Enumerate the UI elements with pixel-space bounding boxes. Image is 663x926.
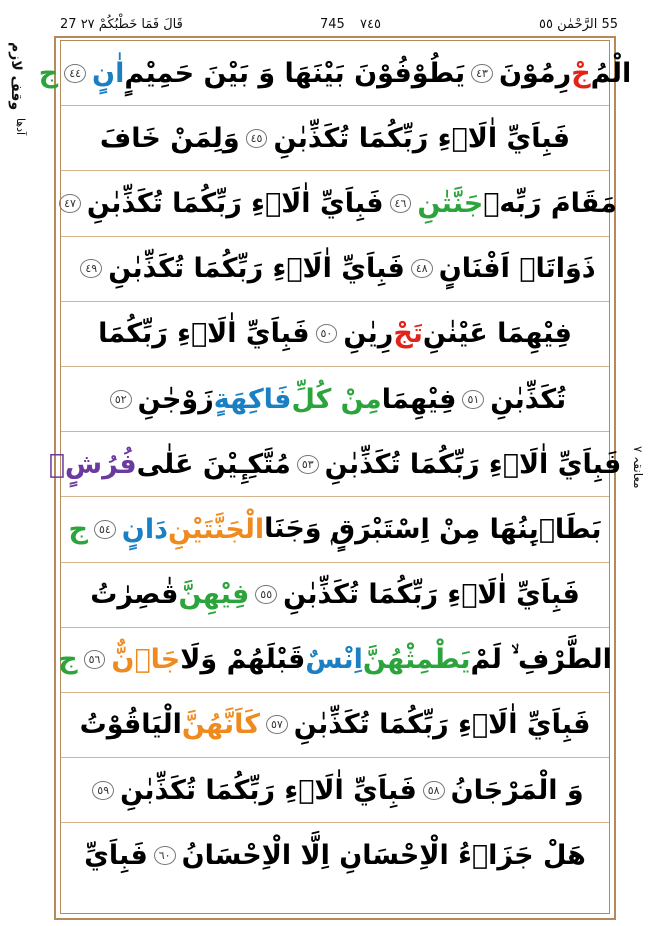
text-line [61,302,609,367]
verse-text: فَبِاَيِّ اٰلَاۤءِ رَبِّكُمَا تُكَذِّبٰنِ [324,448,622,480]
verse-text: تُكَذِّبٰنِ [490,383,567,415]
page-number-urdu: ٧٤٥ [360,17,381,32]
ayah-number-marker: ٤٣ [471,64,493,83]
verse-text: وَلِمَنْ خَافَ [99,122,240,154]
ayah-number-marker: ٤٥ [246,129,268,148]
verse-text: رِيٰنِ [343,318,394,350]
verse-text: قٰصِرٰتُ [90,579,179,611]
ayah-number-marker: ٥٣ [297,455,319,474]
tajweed-segment: جَاۤنٌّ [111,644,181,676]
verse-text: فَبِاَيِّ اٰلَاۤءِ رَبِّكُمَا تُكَذِّبٰنِ [273,122,571,154]
verse-text: فِيْهِمَا عَيْنٰنِ [422,318,572,350]
tajweed-segment: اِنْسٌ [305,644,363,676]
verse-text: مَقَامَ رَبِّهٖ [483,187,617,219]
ayah-number-marker: ٥٥ [255,585,277,604]
tajweed-segment: ج [38,57,59,89]
text-line [61,823,609,888]
text-line [61,106,609,171]
text-line [61,171,617,236]
margin-note-waqf: وقف لازم [8,42,24,111]
verse-text: يَطُوْفُوْنَ بَيْنَهَا وَ بَيْنَ حَمِيْمٍ [124,57,466,89]
page-header [60,14,618,36]
tajweed-segment: تَجْ [393,318,423,350]
margin-note-half: آدھا [14,118,27,136]
verse-text: قَبْلَهُمْ وَلَا [180,644,306,676]
tajweed-segment: كَاَنَّهُنَّ [181,709,260,741]
ayah-number-marker: ٥٤ [94,520,116,539]
verse-text: زَوْجٰنِ [137,383,214,415]
ayah-number-marker: ٤٧ [59,194,81,213]
ayah-number-marker: ٤٤ [64,64,86,83]
ayah-number-marker: ٥٦ [84,650,106,669]
ayah-number-marker: ٥٢ [110,390,132,409]
tajweed-segment: مِنْ كُلِّ [291,383,382,415]
tajweed-segment: فِيْهِنَّ [178,579,250,611]
ayah-number-marker: ٤٨ [411,259,433,278]
verse-text: فَبِاَيِّ اٰلَاۤءِ رَبِّكُمَا تُكَذِّبٰنِ [283,579,580,611]
text-line [48,432,622,497]
text-line [61,367,609,432]
tajweed-segment: فَاكِهَةٍ [213,383,292,415]
tajweed-segment: ج [68,513,88,545]
verse-text: الْيَاقُوْتُ [79,709,182,741]
verse-text: ۭ وَجَنَا [264,513,331,545]
verse-text: ذَوَاتَاۤ اَفْنَانٍ [438,253,596,285]
ayah-number-marker: ٥٧ [266,715,288,734]
ayah-number-marker: ٤٩ [80,259,102,278]
text-line [58,628,612,693]
text-line [61,237,609,302]
surah-label: 55 الرَّحْمٰن ٥٥ [539,17,618,32]
verse-text: الْمُ [590,57,632,89]
verse-text: فِيْهِمَا [381,383,457,415]
verse-text: بَطَاۤىِٕنُهَا مِنْ اِسْتَبْرَقٍ [330,513,602,545]
ayah-number-marker: ٦٠ [154,846,176,865]
text-line [61,497,609,562]
ayah-number-marker: ٥٠ [316,324,338,343]
tajweed-segment: جَنَّتٰنِ [417,187,484,219]
ayah-number-marker: ٥١ [462,390,484,409]
verse-text: هَلْ جَزَاۤءُ الْاِحْسَانِ اِلَّا الْاِحْسَانُ [181,840,586,872]
tajweed-segment: يَطْمِثْهُنَّ [362,644,471,676]
text-line [61,693,609,758]
verse-text: الطَّرْفِ ۙ لَمْ [470,643,612,675]
verse-text: مُتَّكِـِٕيْنَ عَلٰى [136,448,291,480]
tajweed-segment: اٰنٍ [92,57,125,89]
verse-text: فَبِاَيِّ اٰلَاۤءِ رَبِّكُمَا تُكَذِّبٰنِ [293,709,591,741]
tajweed-segment: دَانٍ [121,513,168,545]
verse-text: فَبِاَيِّ [84,840,148,872]
verse-text: رِمُوْنَ [498,57,572,89]
verse-text: فَبِاَيِّ اٰلَاۤءِ رَبِّكُمَا [98,318,310,350]
text-line [38,41,632,106]
verse-text: فَبِاَيِّ اٰلَاۤءِ رَبِّكُمَا تُكَذِّبٰنِ [120,774,417,806]
verse-text: وَ الْمَرْجَانُ [450,774,584,806]
tajweed-segment: جْ [571,57,591,89]
margin-note-muanaqa: معانقہ ٧ [631,446,645,489]
ayah-number-marker: ٤٦ [390,194,412,213]
tajweed-segment: ج [58,644,78,676]
juz-label: 27 قَالَ فَمَا خَطْبُكُمْ ٢٧ [60,17,183,32]
tajweed-segment: الْجَنَّتَيْنِ [167,513,265,545]
text-line [61,758,609,823]
page-number: 745 [320,17,345,32]
ayah-number-marker: ٥٩ [92,781,114,800]
verse-text: فَبِاَيِّ اٰلَاۤءِ رَبِّكُمَا تُكَذِّبٰنِ [86,187,384,219]
quran-text-block [38,41,632,888]
tajweed-segment: فُرُشٍۭ [48,448,137,480]
verse-text: فَبِاَيِّ اٰلَاۤءِ رَبِّكُمَا تُكَذِّبٰنِ [108,253,405,285]
ayah-number-marker: ٥٨ [423,781,445,800]
text-line [61,563,609,628]
